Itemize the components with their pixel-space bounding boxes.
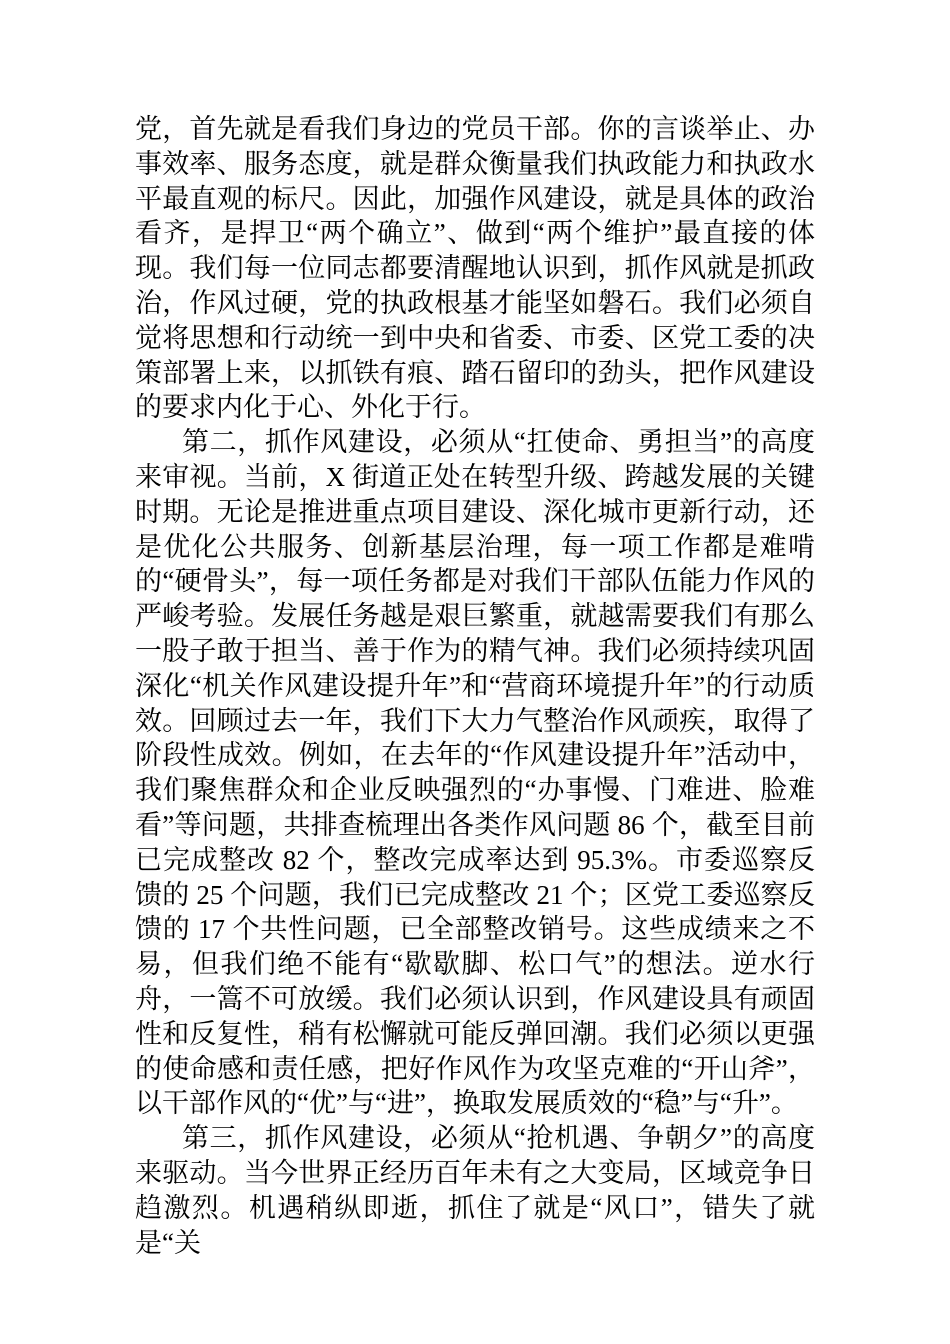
paragraph: 第二，抓作风建设，必须从“扛使命、勇担当”的高度来审视。当前，X 街道正处在转型升级、跨越发展的关键时期。无论是推进重点项目建设、深化城市更新行动，还是优化公共服务、创新基层治理，每一项工作都是难啃的“硬骨头”，每一项任务都是对我们干部队伍能力作风的严峻考验。发展任务越是艰巨繁重，就越需要我们有那么一股子敢于担当、善于作为的精气神。我们必须持续巩固深化“机关作风建设提升年”和“营商环境提升年”的行动质效。回顾过去一年，我们下大力气整治作风顽疾，取得了阶段性成效。例如，在去年的“作风建设提升年”活动中，我们聚焦群众和企业反映强烈的“办事慢、门难进、脸难看”等问题，共排查梳理出各类作风问题 86 个，截至目前已完成整改 82 个，整改完成率达到 95.3%。市委巡察反馈的 25 个问题，我们已完成整改 21 个；区党工委巡察反馈的 17 个共性问题，已全部整改销号。这些成绩来之不易，但我们绝不能有“歇歇脚、松口气”的想法。逆水行舟，一篙不可放缓。我们必须认识到，作风建设具有顽固性和反复性，稍有松懈就可能反弹回潮。我们必须以更强的使命感和责任感，把好作风作为攻坚克难的“开山斧”，以干部作风的“优”与“进”，换取发展质效的“稳”与“升”。 [135,427,815,1119]
paragraph: 党，首先就是看我们身边的党员干部。你的言谈举止、办事效率、服务态度，就是群众衡量我们执政能力和执政水平最直观的标尺。因此，加强作风建设，就是具体的政治看齐，是捍卫“两个确立”、做到“两个维护”最直接的体现。我们每一位同志都要清醒地认识到，抓作风就是抓政治，作风过硬，党的执政根基才能坚如磐石。我们必须自觉将思想和行动统一到中央和省委、市委、区党工委的决策部署上来，以抓铁有痕、踏石留印的劲头，把作风建设的要求内化于心、外化于行。 [135,114,815,423]
paragraph: 第三，抓作风建设，必须从“抢机遇、争朝夕”的高度来驱动。当今世界正经历百年未有之大变局，区域竞争日趋激烈。机遇稍纵即逝，抓住了就是“风口”，错失了就是“关 [135,1123,815,1258]
